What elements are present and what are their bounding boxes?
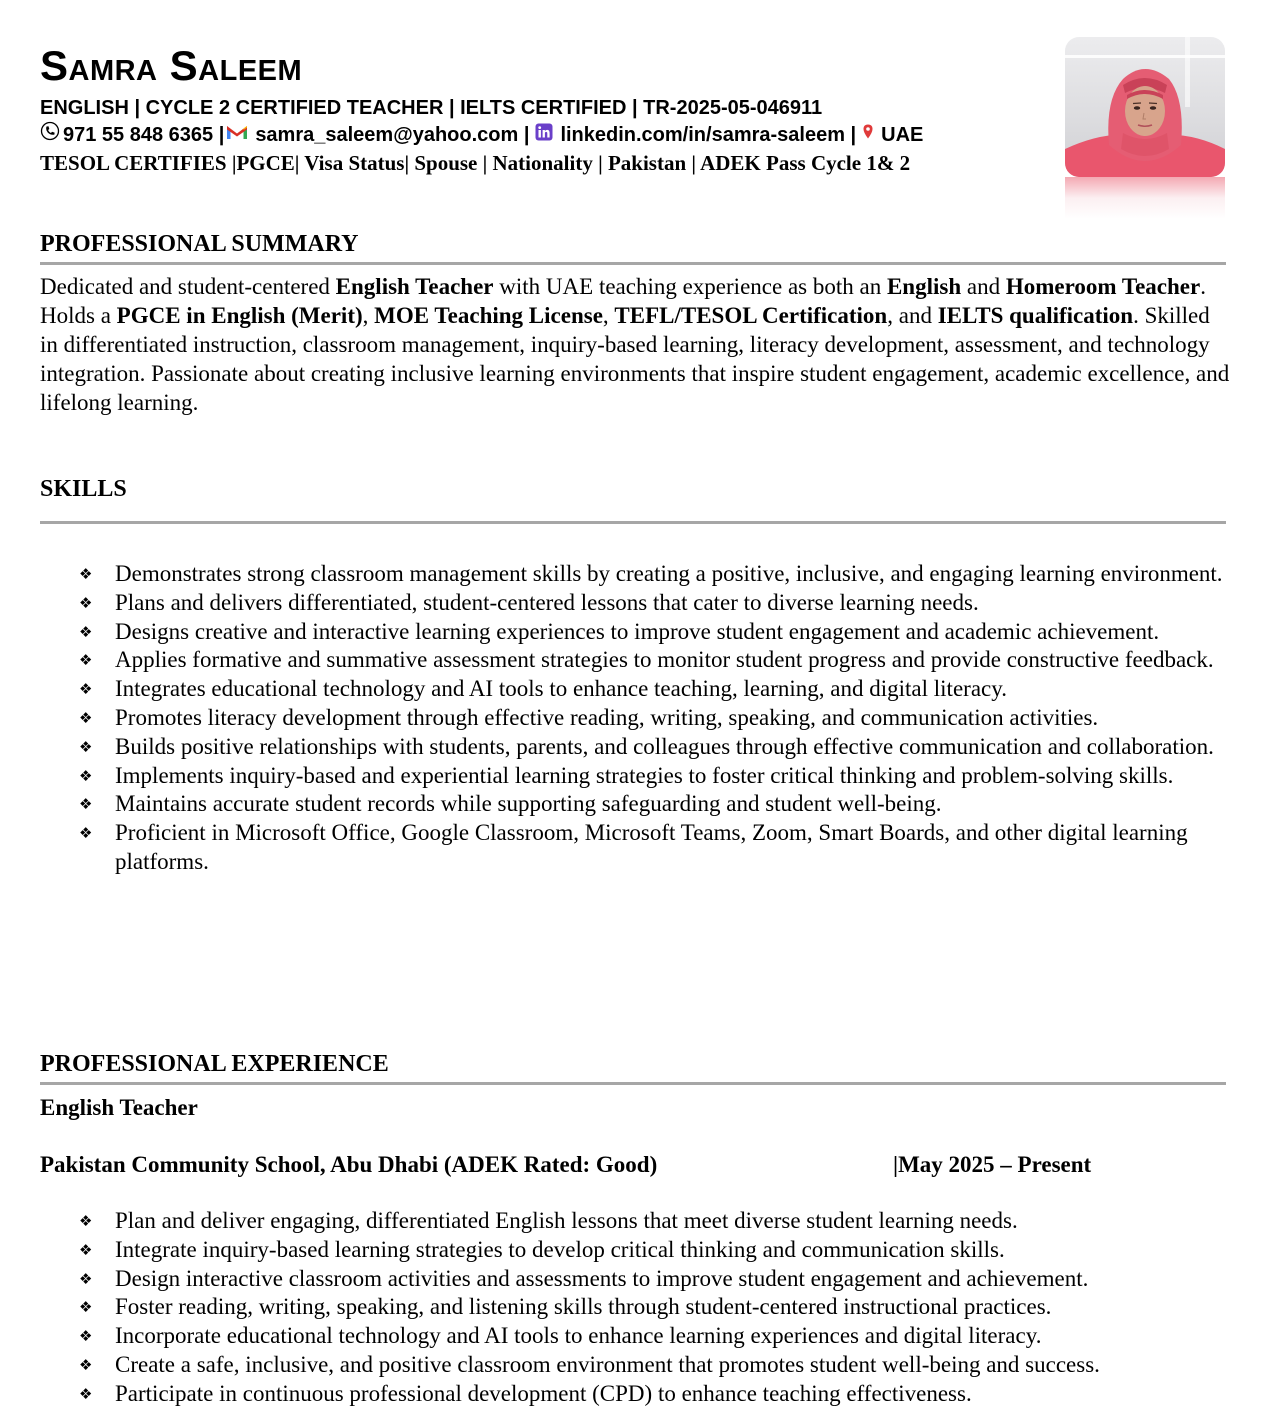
phone-number: 971 55 848 6365 | — [63, 124, 225, 146]
candidate-name: Samra Saleem — [40, 42, 303, 89]
summary-heading: PROFESSIONAL SUMMARY — [40, 231, 359, 257]
gmail-icon — [226, 121, 248, 149]
skills-list-item: ❖ Designs creative and interactive learning experiences to improve student engagement and academic achievement. — [0, 618, 1225, 647]
diamond-bullet-icon: ❖ — [79, 1298, 93, 1317]
diamond-bullet-icon: ❖ — [79, 565, 93, 583]
job-school: Pakistan Community School, Abu Dhabi (ADEK Rated: Good) — [40, 1152, 658, 1177]
diamond-bullet-icon: ❖ — [79, 1327, 93, 1346]
headline-titles: ENGLISH | CYCLE 2 CERTIFIED TEACHER | IELTS CERTIFIED | TR-2025-05-046911 — [40, 97, 823, 119]
skills-list-item: ❖ Proficient in Microsoft Office, Google Classroom, Microsoft Teams, Zoom, Smart Boards, and other digital learning platforms. — [79, 820, 1188, 874]
skills-list-item: ❖ Plans and delivers differentiated, student-centered lessons that cater to diverse learning needs. — [0, 589, 1225, 618]
experience-list-item: ❖ Create a safe, inclusive, and positive classroom environment that promotes student well-being and success. — [0, 1351, 1225, 1380]
location-text: UAE — [881, 124, 924, 146]
summary-paragraph: Dedicated and student-centered English Teacher with UAE teaching experience as both an English and Homeroom Teacher. Holds a PGCE in English (Merit), MOE Teaching License, TEFL/TESOL Certification, and IELTS qualification. Skilled in differentiated instruction, classroom management, inquiry-based learning, literacy development, assessment, and technology integration. Passionate about creating inclusive learning environments that inspire student engagement, academic excellence, and lifelong learning. — [40, 274, 1230, 415]
linkedin-icon — [535, 121, 553, 149]
diamond-bullet-icon: ❖ — [79, 795, 93, 814]
skills-list — [0, 560, 1225, 877]
skills-list-item: ❖ Maintains accurate student records while supporting safeguarding and student well-being. — [0, 790, 1225, 819]
experience-list-item: ❖ Foster reading, writing, speaking, and listening skills through student-centered instructional practices. — [0, 1293, 1225, 1322]
diamond-bullet-icon: ❖ — [79, 680, 93, 699]
photo-reflection — [1065, 177, 1225, 219]
phone-icon — [40, 121, 60, 149]
contact-line — [40, 121, 923, 149]
job-role: English Teacher — [40, 1095, 198, 1120]
linkedin-link[interactable]: linkedin.com/in/samra-saleem | — [560, 124, 857, 146]
experience-divider — [40, 1082, 1226, 1085]
diamond-bullet-icon: ❖ — [79, 622, 93, 641]
summary-divider — [40, 262, 1226, 265]
diamond-bullet-icon: ❖ — [79, 1269, 93, 1288]
experience-list-item: ❖ Participate in continuous professional development (CPD) to enhance teaching effectiveness. — [0, 1380, 1225, 1409]
experience-list-item: ❖ Design interactive classroom activities and assessments to improve student engagement and achievement. — [0, 1265, 1225, 1294]
experience-heading: PROFESSIONAL EXPERIENCE — [40, 1051, 389, 1077]
experience-list-item: ❖ Plan and deliver engaging, differentiated English lessons that meet diverse student learning needs. — [0, 1207, 1225, 1236]
experience-list — [0, 1207, 1225, 1409]
diamond-bullet-icon: ❖ — [79, 1240, 93, 1259]
location-pin-icon — [862, 121, 874, 149]
skills-list-item: ❖ Applies formative and summative assessment strategies to monitor student progress and provide constructive feedback. — [0, 646, 1225, 675]
skills-list-item: ❖ Promotes literacy development through effective reading, writing, speaking, and communication activities. — [0, 704, 1225, 733]
diamond-bullet-icon: ❖ — [79, 737, 93, 756]
skills-heading: SKILLS — [40, 476, 127, 502]
diamond-bullet-icon: ❖ — [79, 824, 93, 843]
diamond-bullet-icon: ❖ — [79, 593, 93, 612]
diamond-bullet-icon: ❖ — [79, 1384, 93, 1403]
skills-list-item: ❖ Builds positive relationships with students, parents, and colleagues through effective communication and collaboration. — [0, 733, 1225, 762]
skills-list-item: ❖ Implements inquiry-based and experiential learning strategies to foster critical thinking and problem-solving skills. — [0, 762, 1225, 791]
profile-photo — [1065, 37, 1225, 177]
certifications-line: TESOL CERTIFIES |PGCE| Visa Status| Spouse | Nationality | Pakistan | ADEK Pass Cycle 1& 2 — [40, 151, 911, 175]
experience-list-item: ❖ Incorporate educational technology and AI tools to enhance learning experiences and digital literacy. — [0, 1322, 1225, 1351]
diamond-bullet-icon: ❖ — [79, 1212, 93, 1230]
email-link[interactable]: samra_saleem@yahoo.com | — [255, 124, 530, 146]
diamond-bullet-icon: ❖ — [79, 1355, 93, 1374]
diamond-bullet-icon: ❖ — [79, 766, 93, 785]
skills-list-item: ❖ Integrates educational technology and AI tools to enhance teaching, learning, and digital literacy. — [0, 675, 1225, 704]
skills-divider — [40, 521, 1226, 524]
experience-list-item: ❖ Integrate inquiry-based learning strategies to develop critical thinking and communication skills. — [0, 1236, 1225, 1265]
skills-list-item: ❖ Demonstrates strong classroom management skills by creating a positive, inclusive, and engaging learning environment. — [0, 560, 1225, 589]
job-dates: |May 2025 – Present — [893, 1152, 1092, 1177]
diamond-bullet-icon: ❖ — [79, 708, 93, 727]
diamond-bullet-icon: ❖ — [79, 651, 93, 670]
